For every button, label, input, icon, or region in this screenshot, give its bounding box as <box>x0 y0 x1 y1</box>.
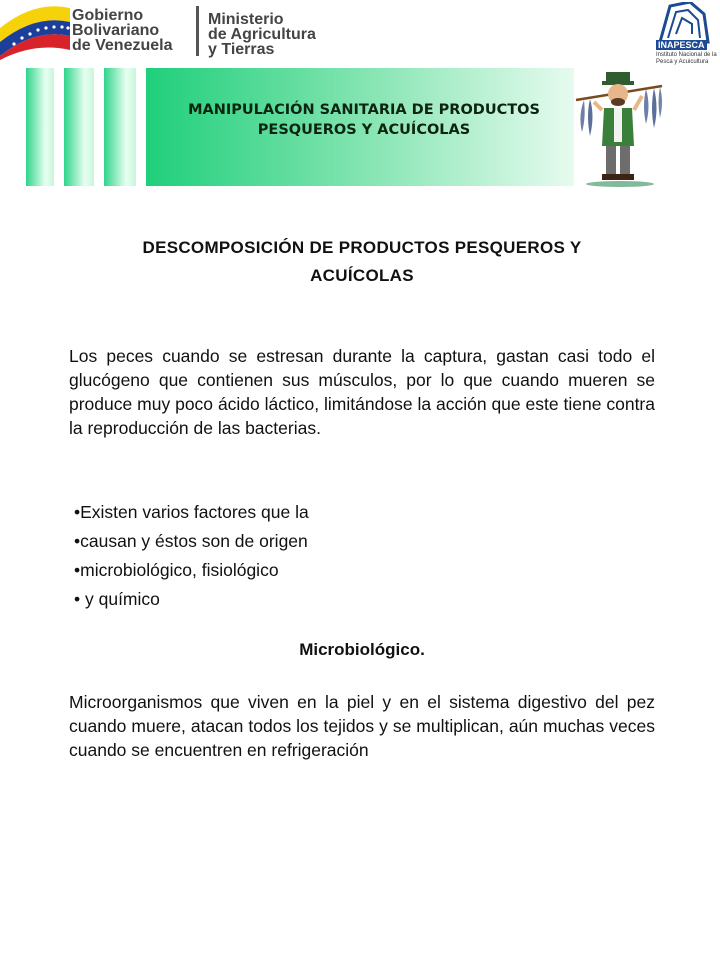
ministry-line-2: de Agricultura <box>208 26 316 43</box>
page-title <box>70 234 654 290</box>
banner-title-line-1: MANIPULACIÓN SANITARIA DE PRODUCTOS <box>188 102 540 118</box>
government-name <box>72 8 173 53</box>
page-title-line-2: ACUÍCOLAS <box>310 266 414 285</box>
intro-paragraph: Los peces cuando se estresan durante la captura, gastan casi todo el glucógeno que contienen sus músculos, por lo que cuando mueren se produce muy poco ácido láctico, limitándose la acción que este tiene contra la reproducción de las bacterias. <box>69 346 655 438</box>
section-heading: Microbiológico. <box>299 640 425 659</box>
gov-line-1: Gobierno <box>72 7 144 24</box>
list-item: • y químico <box>74 589 160 609</box>
list-item: •causan y éstos son de origen <box>74 531 308 551</box>
fisherman-carrying-fish-icon <box>572 66 666 188</box>
banner-title <box>146 100 582 140</box>
venezuela-flag-logo <box>0 0 70 60</box>
banner-title-line-2: PESQUEROS Y ACUÍCOLAS <box>257 122 471 138</box>
ministry-line-1: Ministerio <box>208 11 284 28</box>
microbiological-paragraph: Microorganismos que viven en la piel y en el sistema digestivo del pez cuando muere, atacan todos los tejidos y se multiplican, aún muchas veces cuando se encuentren en refrigeración <box>69 692 655 760</box>
list-item: •microbiológico, fisiológico <box>74 560 279 580</box>
banner-stripe <box>64 68 94 186</box>
header-divider <box>196 6 199 56</box>
inapesca-logo-text: INAPESCA <box>658 40 705 50</box>
banner-stripe <box>104 68 136 186</box>
banner-stripe <box>26 68 54 186</box>
list-item: •Existen varios factores que la <box>74 502 309 522</box>
ministry-line-3: y Tierras <box>208 41 275 58</box>
ministry-name <box>208 12 316 57</box>
gov-line-3: de Venezuela <box>72 37 173 54</box>
inapesca-subtitle: Instituto Nacional de la Pesca y Acuicultura <box>656 52 717 65</box>
factors-list <box>74 498 494 614</box>
gov-line-2: Bolivariano <box>72 22 160 39</box>
page-title-line-1: DESCOMPOSICIÓN DE PRODUCTOS PESQUEROS Y <box>142 238 582 257</box>
